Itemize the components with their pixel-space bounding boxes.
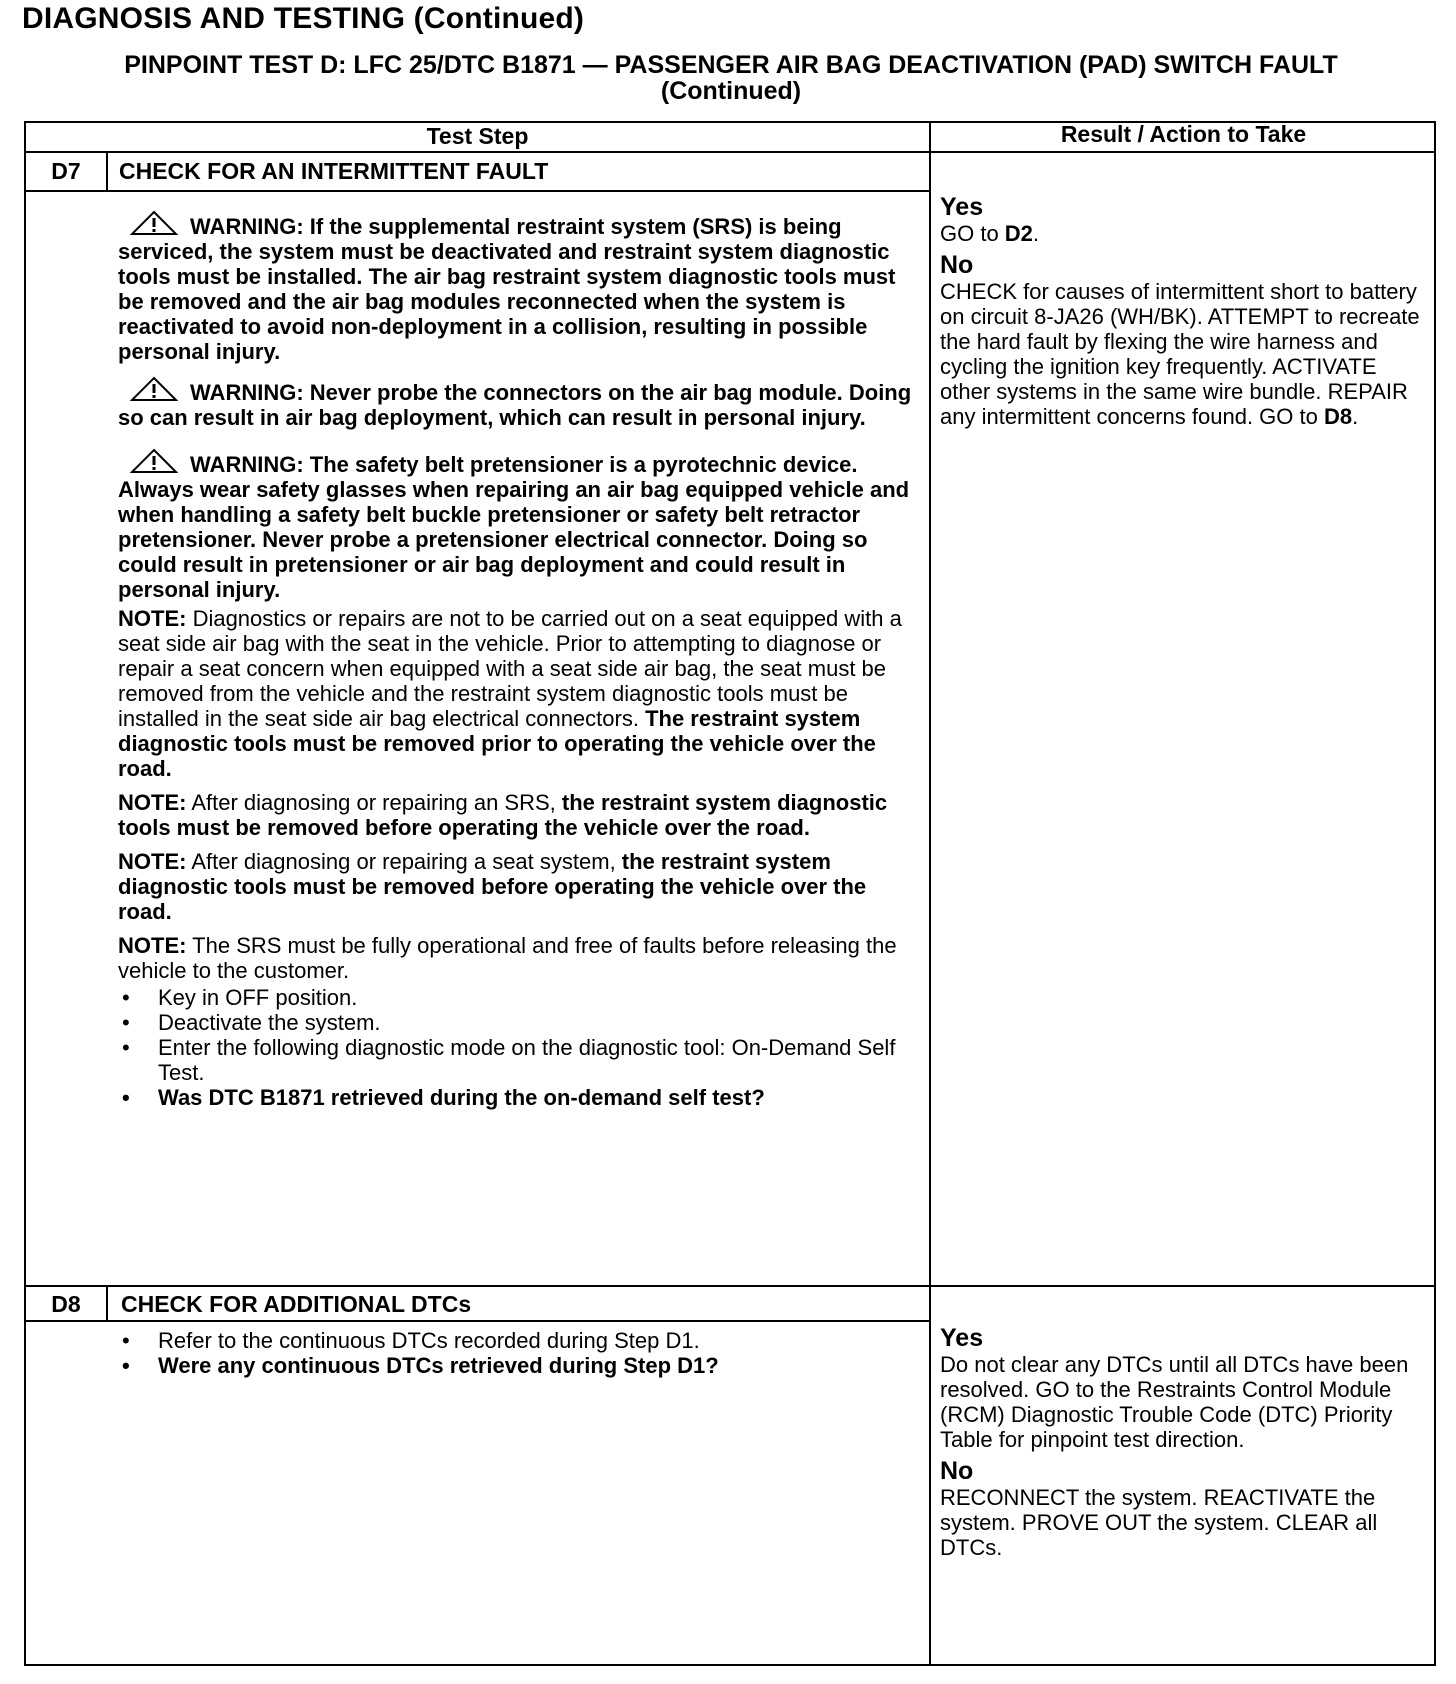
note-text: After diagnosing or repairing a seat system, [186,849,622,874]
result-yes-text: Do not clear any DTCs until all DTCs have been resolved. GO to the Restraints Control Module (RCM) Diagnostic Trouble Code (DTC) Priority Table for pinpoint test direction. [940,1352,1409,1452]
result-no-text: RECONNECT the system. REACTIVATE the system. PROVE OUT the system. CLEAR all DTCs. [940,1485,1378,1560]
note-bold-text: The restraint system diagnostic tools must be removed prior to operating the vehicle over the road. [118,706,876,781]
note-seat-system [118,849,918,924]
note-label: NOTE: [118,849,187,874]
warning-pretensioner [118,448,918,602]
warning-srs [118,210,918,364]
result-yes-text: GO to D2. [940,221,1040,246]
note-text: The SRS must be fully operational and free of faults before releasing the vehicle to the customer. [118,933,897,983]
note-text: After diagnosing or repairing an SRS, [186,790,562,815]
note-label: NOTE: [118,933,187,958]
warning-probe-text: WARNING: Never probe the connectors on the air bag module. Doing so can result in air bag deployment, which can result in personal injury. [118,380,912,430]
note-label: NOTE: [118,790,187,815]
d8-step-list [118,1328,918,1378]
note-bold-text: the restraint system diagnostic tools must be removed before operating the vehicle over the road. [118,790,888,840]
warning-pretensioner-text: WARNING: The safety belt pretensioner is a pyrotechnic device. Always wear safety glasses when repairing an air bag equipped vehicle and when handling a safety belt buckle pretensioner or safety belt retractor pretensioner. Never probe a pretensioner electrical connector. Doing so could result in pretensioner or air bag deployment and could result in personal injury. [118,452,910,602]
result-no-text: CHECK for causes of intermittent short to battery on circuit 8-JA26 (WH/BK). ATTEMPT to recreate the hard fault by flexing the wire harness and cycling the ignition key frequently. ACTIVATE other systems in the same wire bundle. REPAIR any intermittent concerns found. GO to D8. [940,279,1420,429]
warning-icon [130,448,178,474]
warning-icon [130,210,178,236]
warning-srs-text: WARNING: If the supplemental restraint system (SRS) is being serviced, the system must be deactivated and restraint system diagnostic tools must be installed. The air bag restraint system diagnostic tools must be removed and the air bag modules reconnected when the system is reactivated to avoid non-deployment in a collision, resulting in possible personal injury. [118,214,896,364]
result-d8 [940,1325,1432,1566]
d7-step-list [118,985,918,1110]
d8-question: • Were any continuous DTCs retrieved during Step D1? [122,1353,719,1378]
result-yes-label: Yes [940,193,984,221]
warning-probe [118,376,918,430]
result-d7 [940,194,1432,435]
header-rule [24,151,1436,153]
goto-d8-link[interactable]: D8 [1323,404,1353,429]
pinpoint-test-title [22,52,1440,104]
test-title-continued: (Continued) [660,77,802,105]
warning-icon [130,376,178,402]
test-title-main: PINPOINT TEST D: LFC 25/DTC B1871 — PASSENGER AIR BAG DEACTIVATION (PAD) SWITCH FAULT [124,51,1338,79]
result-yes-label: Yes [940,1324,984,1352]
list-item: • Deactivate the system. [122,1010,381,1035]
result-no-label: No [940,251,974,279]
note-srs-repair [118,790,918,840]
note-srs-operational [118,933,918,983]
column-header-result: Result / Action to Take [1060,121,1307,147]
step-number-d8: D8 [51,1291,81,1317]
list-item: • Enter the following diagnostic mode on the diagnostic tool: On-Demand Self Test. [122,1035,896,1085]
d7-question: • Was DTC B1871 retrieved during the on-demand self test? [122,1085,765,1110]
list-item: • Key in OFF position. [122,985,358,1010]
d8-title-rule-left [24,1320,931,1322]
step-title-d8: CHECK FOR ADDITIONAL DTCs [121,1291,472,1317]
note-label: NOTE: [118,606,187,631]
d7-bottom-rule [24,1285,1436,1287]
result-no-label: No [940,1457,974,1485]
list-item: • Refer to the continuous DTCs recorded during Step D1. [122,1328,700,1353]
goto-d2-link[interactable]: D2 [1004,221,1033,246]
d7-title-rule-left [24,190,931,192]
page-title: DIAGNOSIS AND TESTING (Continued) [22,2,585,35]
note-seat-side-airbag [118,606,918,781]
step-body-d7 [118,210,918,1110]
step-body-d8 [118,1328,918,1378]
note-bold-text: the restraint system diagnostic tools must be removed before operating the vehicle over the road. [118,849,867,924]
step-number-d7: D7 [51,158,81,184]
step-title-d7: CHECK FOR AN INTERMITTENT FAULT [119,158,549,184]
note-text: Diagnostics or repairs are not to be carried out on a seat equipped with a seat side air bag with the seat in the vehicle. Prior to attempting to diagnose or repair a seat concern when equipped with a seat side air bag, the seat must be removed from the vehicle and the restraint system diagnostic tools must be installed in the seat side air bag electrical connectors. [118,606,902,731]
column-header-test-step: Test Step [426,123,529,149]
column-divider [929,121,931,1666]
